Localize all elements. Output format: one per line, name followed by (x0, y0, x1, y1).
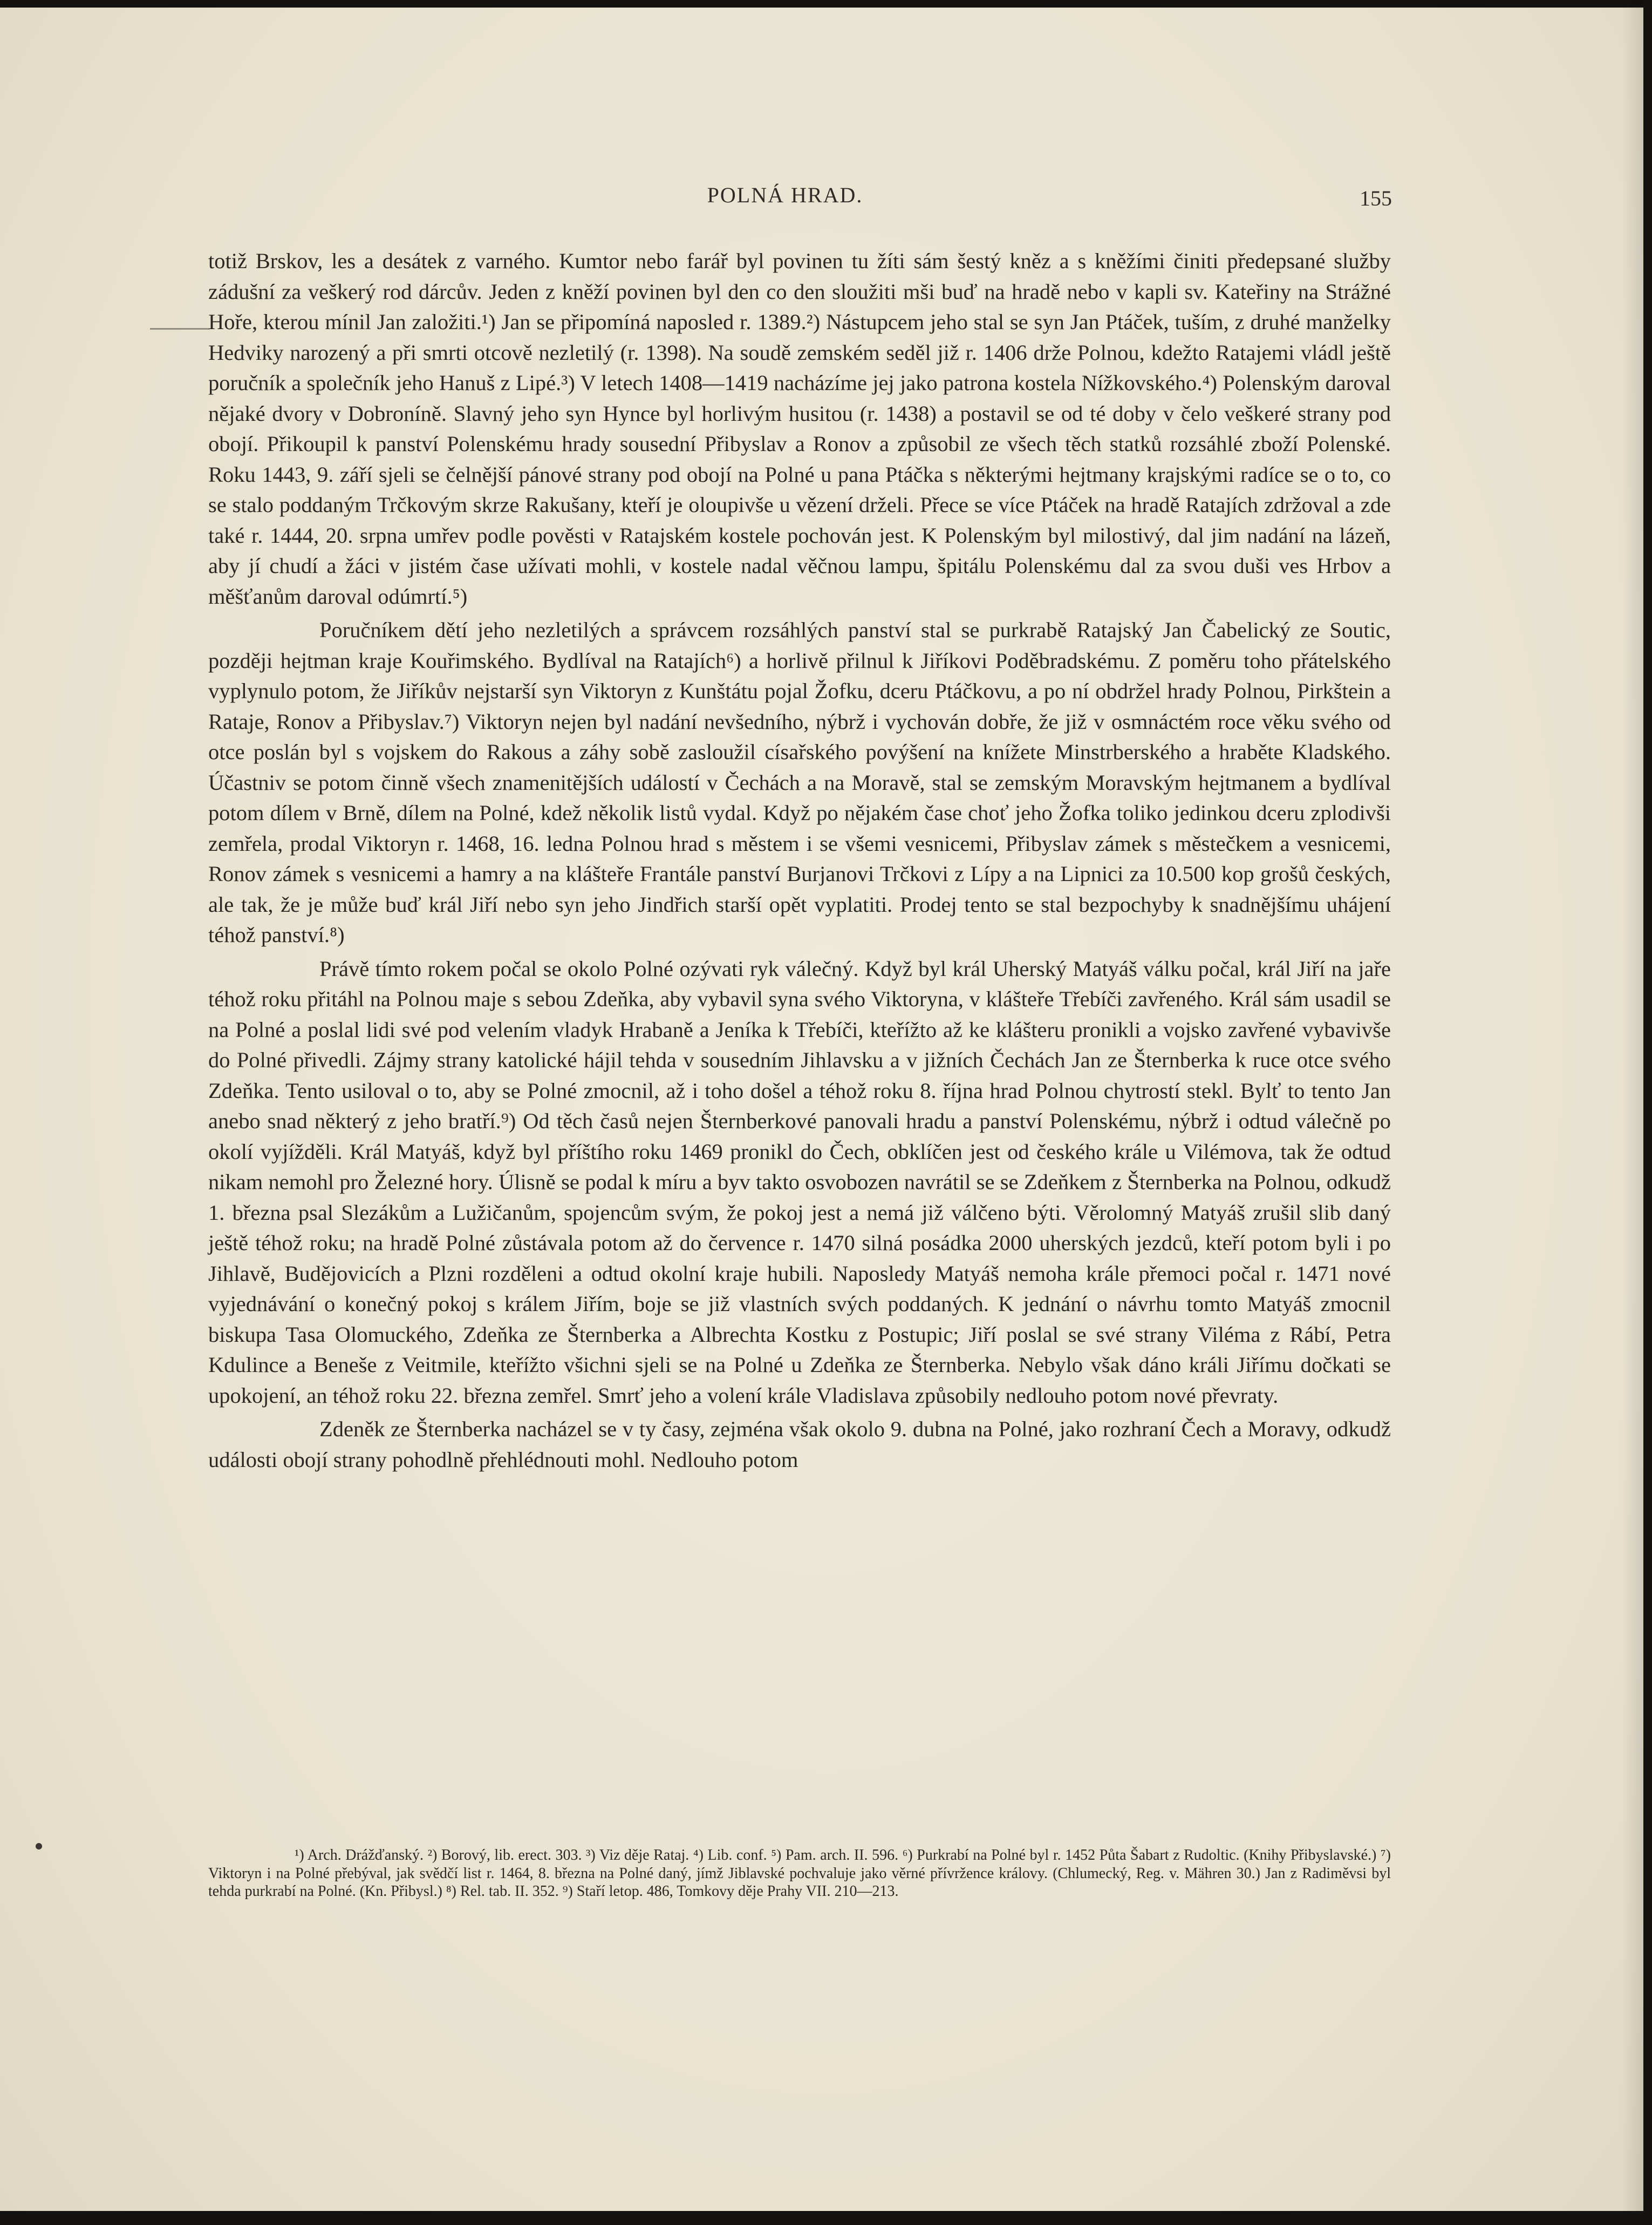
footnotes (208, 1846, 1391, 1901)
scan-edge-right (1643, 0, 1652, 2225)
footnote-text: ¹) Arch. Drážďanský. ²) Borový, lib. erect. 303. ³) Viz děje Rataj. ⁴) Lib. conf. ⁵) Pam. arch. II. 596. ⁶) Purkrabí na Polné byl r. 1452 Půta Šabart z Rudoltic. (Knihy Přibyslavské.) ⁷) Viktoryn i na Polné přebýval, jak svědčí list r. 1464, 8. března na Polné daný, jímž Jiblavské pochvaluje jako věrné přívržence královy. (Chlumecký, Reg. v. Mähren 30.) Jan z Radiměvsi byl tehda purkrabí na Polné. (Kn. Přibysl.) ⁸) Rel. tab. II. 352. ⁹) Staří letop. 486, Tomkovy děje Prahy VII. 210—213. (208, 1847, 1391, 1900)
page-gutter-shadow (1622, 0, 1643, 2225)
running-head (178, 178, 1392, 216)
paragraph-3: Právě tímto rokem počal se okolo Polné ozývati ryk válečný. Když byl král Uherský Matyáš válku počal, král Jiří na jaře téhož roku přitáhl na Polnou maje s sebou Zdeňka, aby vybavil syna svého Viktoryna, v klášteře Třebíči zavřeného. Král sám usadil se na Polné a poslal lidi své pod velením vladyk Hrabaně a Jeníka k Třebíči, kteřížto až ke klášteru pronikli a vojsko zavřené vybavivše do Polné přivedli. Zájmy strany katolické hájil tehda v sousedním Jihlavsku a v jižních Čechách Jan ze Šternberka k ruce otce svého Zdeňka. Tento usiloval o to, aby se Polné zmocnil, až i toho došel a téhož roku 8. října hrad Polnou chytrostí stekl. Bylť to tento Jan anebo snad některý z jeho bratří.⁹) Od těch časů nejen Šternberkové panovali hradu a panství Polenskému, nýbrž i odtud válečně po okolí vyjížděli. Král Matyáš, když byl příštího roku 1469 pronikl do Čech, obklíčen jest od českého krále u Vilémova, tak že odtud nikam nemohl pro Železné hory. Úlisně se podal k míru a byv takto osvobozen navrátil se se Zdeňkem z Šternberka na Polnou, odkudž 1. března psal Slezákům a Lužičanům, spojencům svým, že pokoj jest a nemá již válčeno býti. Věrolomný Matyáš zrušil slib daný ještě téhož roku; na hradě Polné zůstávala potom až do července r. 1470 silná posádka 2000 uherských jezdců, kteří potom byli i po Jihlavě, Budějovicích a Plzni rozděleni a odtud okolní kraje hubili. Naposledy Matyáš nemoha krále přemoci počal r. 1471 nové vyjednávání o konečný pokoj s králem Jiřím, boje se již vlastních svých poddaných. K jednání o návrhu tomto Matyáš zmocnil biskupa Tasa Olomuckého, Zdeňka ze Šternberka a Albrechta Kostku z Postupic; Jiří poslal se své strany Viléma z Rábí, Petra Kdulince a Beneše z Veitmile, kteřížto všichni sjeli se na Polné u Zdeňka ze Šternberka. Nebylo však dáno králi Jiřímu dočkati se upokojení, an téhož roku 22. března zemřel. Smrť jeho a volení krále Vladislava způsobily nedlouho potom nové převraty. (208, 956, 1391, 1408)
margin-ink-dot (36, 1843, 42, 1849)
scan-edge-bottom (0, 2211, 1652, 2225)
margin-pencil-mark (150, 328, 209, 330)
paragraph-1: totiž Brskov, les a desátek z varného. Kumtor nebo farář byl povinen tu žíti sám šestý kněz a s kněžími činiti předepsané služby zádušní za veškerý rod dárcův. Jeden z kněží povinen byl den co den sloužiti mši buď na hradě nebo v kapli sv. Kateřiny na Strážné Hoře, kterou mínil Jan založiti.¹) Jan se připomíná naposled r. 1389.²) Nástupcem jeho stal se syn Jan Ptáček, tuším, z druhé manželky Hedviky narozený a při smrti otcově nezletilý (r. 1398). Na soudě zemském seděl již r. 1406 drže Polnou, kdežto Ratajemi vládl ještě poručník a společník jeho Hanuš z Lipé.³) V letech 1408—1419 nacházíme jej jako patrona kostela Nížkovského.⁴) Polenským daroval nějaké dvory v Dobroníně. Slavný jeho syn Hynce byl horlivým husitou (r. 1438) a postavil se od té doby v čelo veškeré strany pod obojí. Přikoupil k panství Polenskému hrady sousední Přibyslav a Ronov a způsobil ze všech těch statků rozsáhlé zboží Polenské. Roku 1443, 9. září sjeli se čelnější pánové strany pod obojí na Polné u pana Ptáčka s některými hejtmany krajskými radíce se o to, co se stalo poddaným Trčkovým skrze Rakušany, kteří je oloupivše u vězení drželi. Přece se více Ptáček na hradě Ratajích zdržoval a zde také r. 1444, 20. srpna umřev podle pověsti v Ratajském kostele pochován jest. K Polenským byl milostivý, dal jim nadání na lázeň, aby jí chudí a žáci v jistém čase užívati mohli, v kostele nadal věčnou lampu, špitálu Polenskému dal za svou duši ves Hrbov a měšťanům daroval odúmrtí.⁵) (208, 249, 1391, 609)
scan-edge-top (0, 0, 1652, 8)
page-number: 155 (1360, 186, 1392, 210)
paragraph-2: Poručníkem dětí jeho nezletilých a správcem rozsáhlých panství stal se purkrabě Ratajský Jan Čabelický ze Soutic, později hejtman kraje Kouřimského. Bydlíval na Ratajích⁶) a horlivě přilnul k Jiříkovi Poděbradskému. Z poměru toho přátelského vyplynulo potom, že Jiříkův nejstarší syn Viktoryn z Kunštátu pojal Žofku, dceru Ptáčkovu, a po ní obdržel hrady Polnou, Pirkštein a Rataje, Ronov a Přibyslav.⁷) Viktoryn nejen byl nadání nevšedního, nýbrž i vychován dobře, že již v osmnáctém roce věku svého od otce poslán byl s vojskem do Rakous a záhy sobě zasloužil císařského povýšení na knížete Minstrberského a hraběte Kladského. Účastniv se potom činně všech znamenitějších událostí v Čechách a na Moravě, stal se zemským Moravským hejtmanem a bydlíval potom dílem v Brně, dílem na Polné, kdež několik listů vydal. Když po nějakém čase choť jeho Žofka toliko jedinkou dceru zplodivši zemřela, prodal Viktoryn r. 1468, 16. ledna Polnou hrad s městem i se všemi vesnicemi, Přibyslav zámek s městečkem a vesnicemi, Ronov zámek s vesnicemi a hamry a na klášteře Frantále panství Burjanovi Trčkovi z Lípy a na Lipnici za 10.500 kop grošů českých, ale tak, že je může buď král Jiří nebo syn jeho Jindřich starší opět vyplatiti. Prodej tento se stal bezpochyby k snadnějšímu uhájení téhož panství.⁸) (208, 618, 1391, 947)
paragraph-4: Zdeněk ze Šternberka nacházel se v ty časy, zejména však okolo 9. dubna na Polné, jako rozhraní Čech a Moravy, odkudž události obojí strany pohodlně přehlédnouti mohl. Nedlouho potom (208, 1417, 1391, 1472)
body-text (208, 246, 1391, 1475)
page-title: POLNÁ HRAD. (707, 183, 863, 207)
